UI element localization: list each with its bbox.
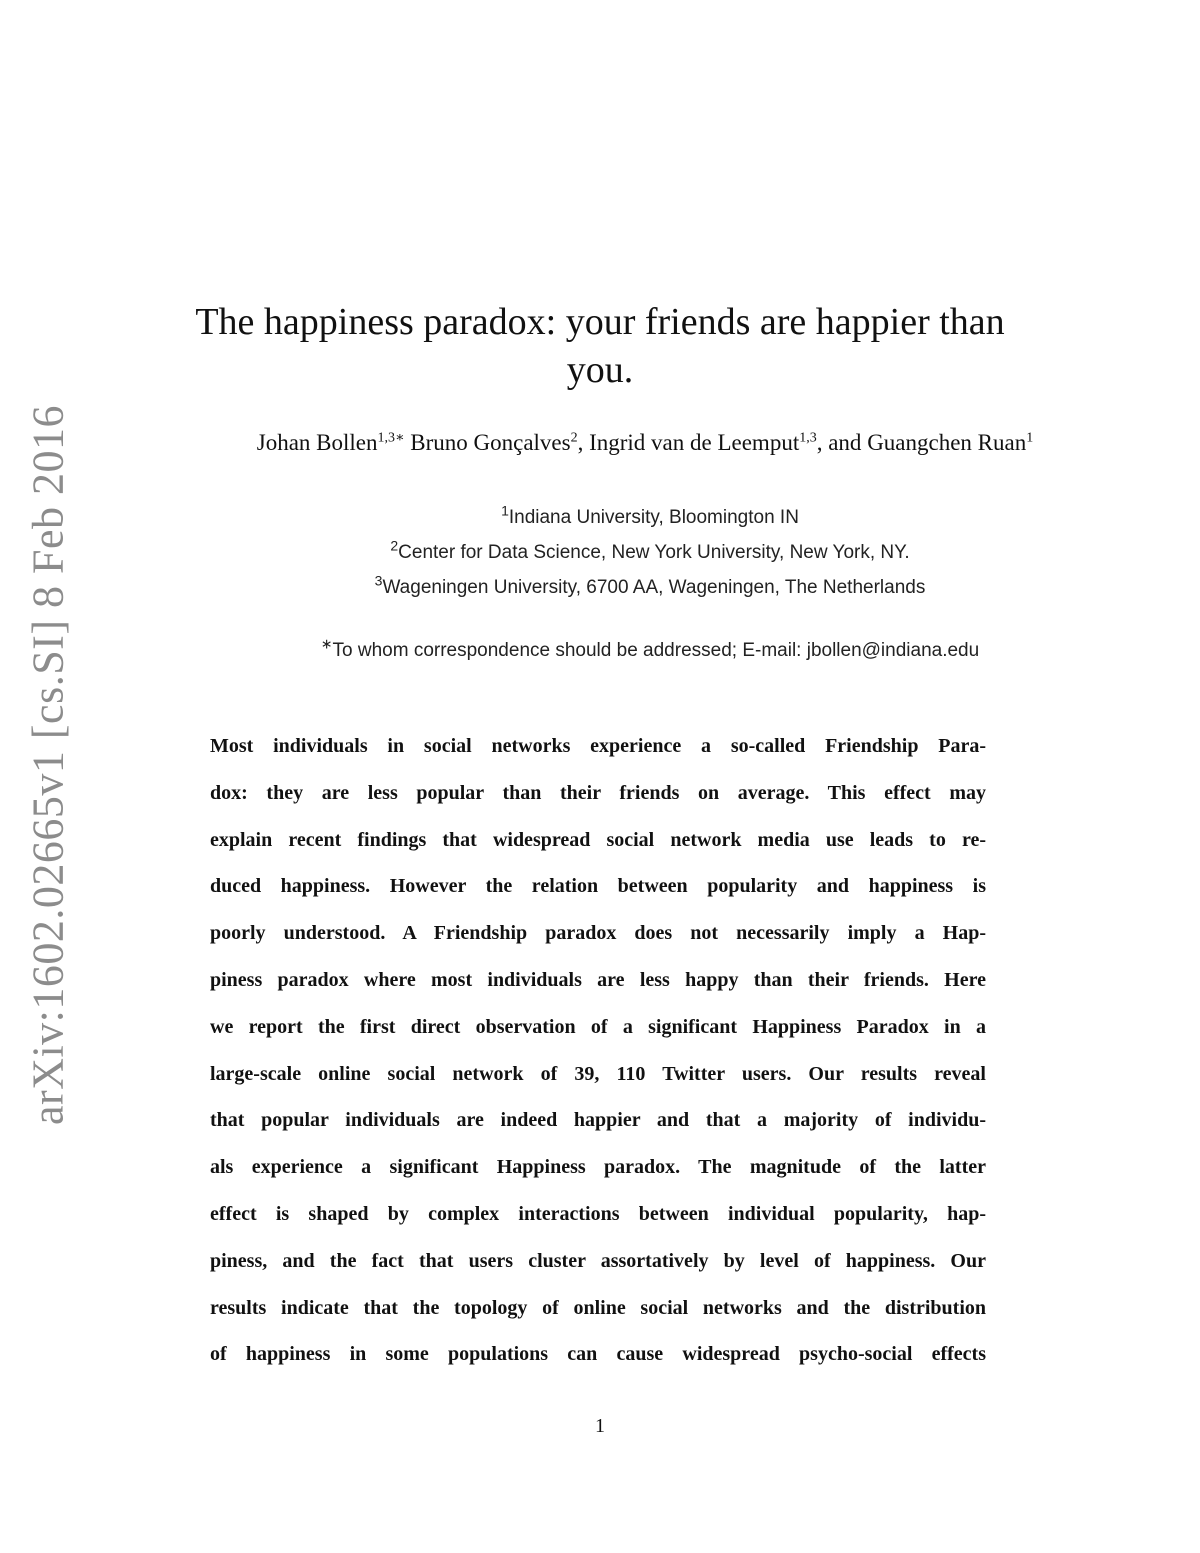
abstract-line: that popular individuals are indeed happier and that a majority of individu- bbox=[210, 1109, 986, 1132]
abstract bbox=[210, 729, 986, 1384]
abstract-line: we report the first direct observation of a significant Happiness Paradox in a bbox=[210, 1015, 986, 1038]
abstract-line: effect is shaped by complex interactions between individual popularity, hap- bbox=[210, 1202, 986, 1225]
paper-title bbox=[150, 298, 1050, 394]
abstract-line: als experience a significant Happiness paradox. The magnitude of the latter bbox=[210, 1156, 986, 1179]
author-affiliation-marker: 1 bbox=[1026, 430, 1034, 446]
abstract-line: piness paradox where most individuals are less happy than their friends. Here bbox=[210, 968, 986, 991]
affiliation: $^3$Wageningen University, 6700 AA, Wageningen, The Netherlands bbox=[374, 572, 926, 598]
author-name: Bruno Gonçalves bbox=[410, 430, 571, 455]
abstract-line: Most individuals in social networks experience a so-called Friendship Para- bbox=[210, 735, 986, 757]
abstract-line: explain recent findings that widespread social network media use leads to re- bbox=[210, 828, 986, 851]
author-name: Guangchen Ruan bbox=[867, 430, 1027, 455]
author-name: Johan Bollen bbox=[256, 430, 378, 455]
affiliation-list bbox=[200, 500, 1100, 605]
title-line: The happiness paradox: your friends are happier than bbox=[195, 301, 1005, 343]
abstract-line: of happiness in some populations can cause widespread psycho-social effects bbox=[210, 1343, 986, 1366]
abstract-line: poorly understood. A Friendship paradox does not necessarily imply a Hap- bbox=[210, 922, 986, 945]
author-list: Johan Bollen$^{1,3∗}$ Bruno Gonçalves$^2$, Ingrid van de Leemput$^{1,3}$, and Guangchen Ruan$^1$ bbox=[256, 430, 1034, 455]
correspondence-note: ∗To whom correspondence should be addressed; E-mail: jbollen@indiana.edu bbox=[320, 635, 980, 661]
affiliation: $^1$Indiana University, Bloomington IN bbox=[501, 502, 799, 528]
affiliation: $^2$Center for Data Science, New York University, New York, NY. bbox=[390, 537, 910, 563]
page-number: 1 bbox=[595, 1415, 605, 1437]
abstract-line: dox: they are less popular than their friends on average. This effect may bbox=[210, 781, 986, 804]
abstract-line: results indicate that the topology of online social networks and the distribution bbox=[210, 1296, 986, 1319]
abstract-line: large-scale online social network of 39, 110 Twitter users. Our results reveal bbox=[210, 1062, 986, 1085]
arxiv-identifier-text: arXiv:1602.02665v1 [cs.SI] 8 Feb 2016 bbox=[23, 405, 73, 1125]
abstract-line: duced happiness. However the relation between popularity and happiness is bbox=[210, 875, 986, 898]
title-line: you. bbox=[566, 349, 634, 391]
abstract-line: piness, and the fact that users cluster assortatively by level of happiness. Our bbox=[210, 1249, 986, 1272]
author-affiliation-marker: 1,3 bbox=[799, 430, 817, 446]
author-affiliation-marker: 1,3∗ bbox=[377, 430, 405, 446]
author-affiliation-marker: 2 bbox=[570, 430, 578, 446]
arxiv-identifier-stamp bbox=[22, 405, 74, 1125]
author-name: Ingrid van de Leemput bbox=[589, 430, 800, 455]
